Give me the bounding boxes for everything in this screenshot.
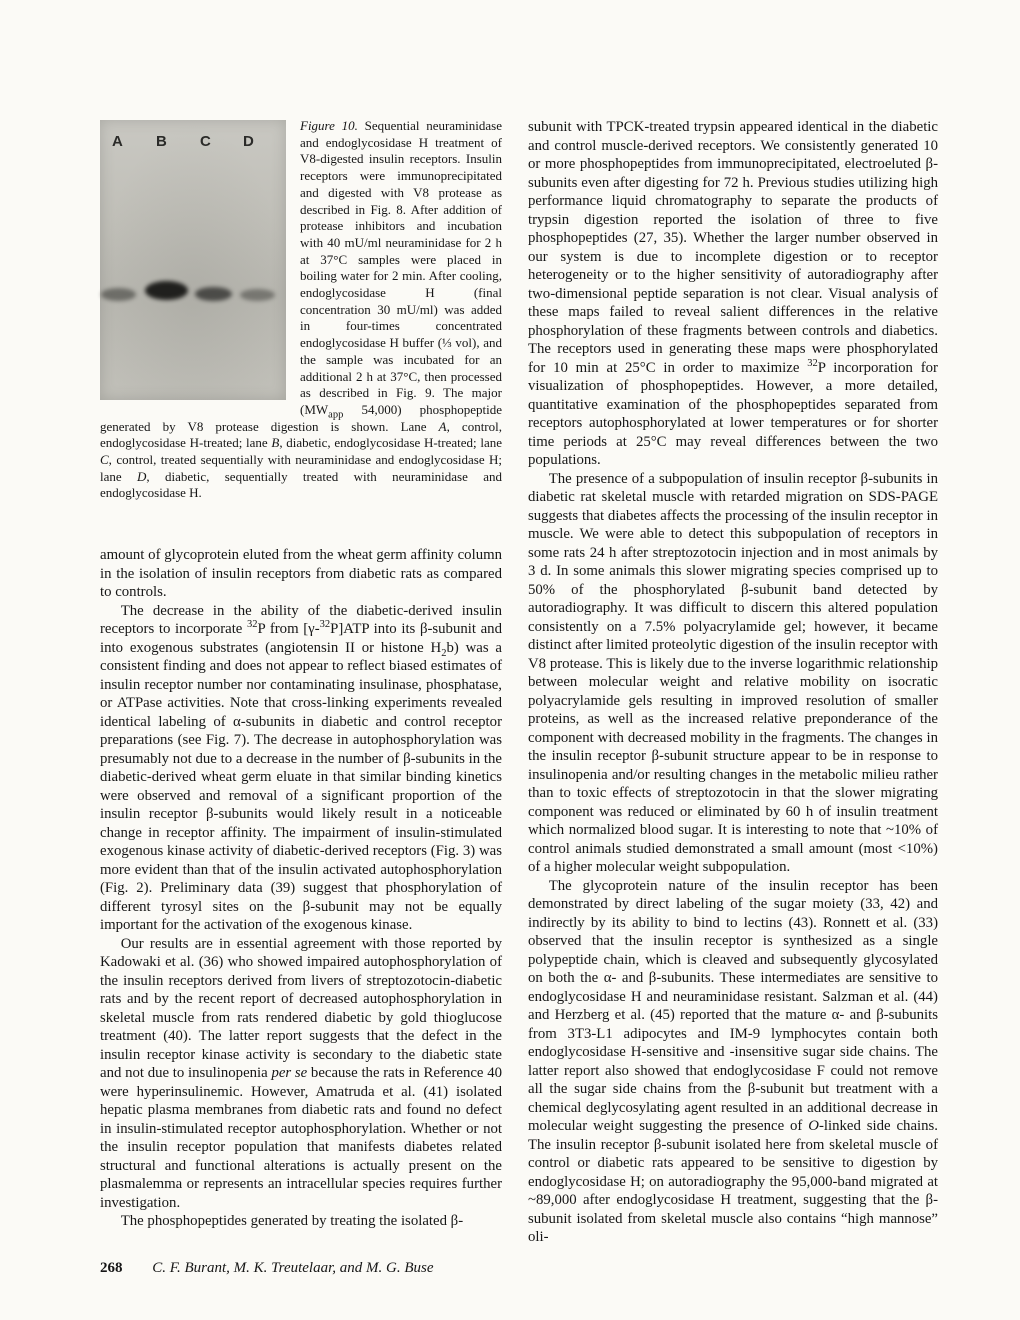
paragraph: The glycoprotein nature of the insulin receptor has been demonstrated by direct labeling of the sugar moiety (33, 42) and indirectly by its ability to bind to lectins (43). Ronnett et al. (33) observed that the insulin receptor is synthesized as a single polypeptide chain, which is cleaved and subsequently glycosylated on both the α- and β-subunits. These intermediates are sensitive to endoglycosidase H and neuraminidase resistant. Salzman et al. (44) and Herzberg et al. (45) reported that the mature α- and β-subunits from 3T3-L1 adipocytes and IM-9 lymphocytes contain both endoglycosidase H-sensitive and -insensitive sugar side chains. The latter report also showed that endoglycosidase F could not remove all the sugar side chains from the β-subunit but treatment with a chemical deglycosylating agent resulted in an additional decrease in molecular weight suggesting the presence of O-linked side chains. The insulin receptor β-subunit isolated here from skeletal muscle of control or diabetic rats appeared to be sensitive to digestion by endoglycosidase H; on autoradiography the 95,000-band migrated at ~89,000 after endoglycosidase H treatment, suggesting that the β-subunit isolated from skeletal muscle also contains “high mannose” oli- (528, 877, 938, 1245)
page-number: 268 (100, 1260, 123, 1276)
gel-band-lane-c (195, 287, 232, 301)
running-authors: C. F. Burant, M. K. Treutelaar, and M. G. Buse (152, 1260, 434, 1276)
gel-lane-label-c: C (200, 133, 211, 150)
paragraph: amount of glycoprotein eluted from the wheat germ affinity column in the isolation of insulin receptors from diabetic rats as compared to controls. (100, 547, 502, 601)
gel-lane-label-b: B (156, 133, 167, 150)
gel-lane-label-a: A (112, 133, 123, 150)
paragraph: Our results are in essential agreement with those reported by Kadowaki et al. (36) who showed impaired autophosphorylation of the insulin receptors derived from livers of streptozotocin-diabetic rats and by the recent report of decreased autophosphorylation in skeletal muscle from rats rendered diabetic by gold thioglucose treatment (40). The latter report suggests that the defect in the insulin receptor kinase activity is secondary to the diabetic state and not due to insulinopenia per se because the rats in Reference 40 were hyperinsulinemic. However, Amatruda et al. (41) isolated hepatic plasma membranes from diabetic rats and found no defect in insulin-stimulated receptor autophosphorylation. Whether or not the insulin receptor population that manifests diabetes related structural and functional alterations is actually present on the plasmalemma or represents an intracellular species requires further investigation. (100, 935, 503, 1211)
gel-band-lane-d (240, 289, 275, 301)
right-column (528, 118, 938, 1247)
figure-caption: Figure 10. Sequential neuraminidase and endoglycosidase H treatment of V8-digested insulin receptors. Insulin receptors were immunoprecipitated and digested with V8 protease as described in Fig. 8. After addition of protease inhibitors and incubation with 40 mU/ml neuraminidase for 2 h at 37°C samples were placed in boiling water for 2 min. After cooling, endoglycosidase H (final concentration 30 mU/ml) was added in four-times concentrated endoglycosidase H buffer (⅓ vol), and the sample was incubated for an additional 2 h at 37°C, then processed as described in Fig. 9. The major ($MW_{app}$ 54,000) phosphopeptide generated by V8 protease digestion is shown. Lane A, control, endoglycosidase H-treated; lane B, diabetic, endoglycosidase H-treated; lane C, control, treated sequentially with neuraminidase and endoglycosidase H; lane D, diabetic, sequentially treated with neuraminidase and endoglycosidase H. (100, 118, 503, 501)
two-column-layout (100, 118, 938, 1247)
figure-10-block (100, 118, 502, 502)
gel-lane-label-d: D (243, 133, 254, 150)
left-column-text (100, 546, 502, 1231)
page-footer (100, 1260, 434, 1277)
gel-band-lane-b (145, 281, 188, 300)
gel-autoradiograph-image (100, 120, 286, 400)
paragraph: subunit with TPCK-treated trypsin appeared identical in the diabetic and control muscle-derived receptors. We consistently generated 10 or more phosphopeptides from immunoprecipitated, electroeluted β-subunits even after digesting for 72 h. Previous studies utilizing high performance liquid chromatography to separate the products of trypsin digestion reported the isolation of three to five phosphopeptides (27, 35). Whether the larger number observed in our system is due to incomplete digestion or to receptor heterogeneity or to the higher sensitivity of autoradiography after two-dimensional peptide separation is not clear. Visual analysis of these maps failed to reveal salient differences in the relative phosphorylation of these fragments between controls and diabetics. The receptors used in generating these maps were phosphorylated for 10 min at 25°C in order to maximize $^{32}$P incorporation for visualization of phosphopeptides. However, a more detailed, quantitative examination of the phosphopeptides separated from receptors autophosphorylated at lower temperatures or for shorter time periods at 25°C may reveal differences between the two populations. (528, 119, 938, 468)
paragraph: The presence of a subpopulation of insulin receptor β-subunits in diabetic rat skeletal muscle with retarded migration on SDS-PAGE suggests that diabetes affects the processing of the insulin receptor in muscle. We were able to detect this subpopulation of receptors in some rats 24 h after streptozotocin injection and in most animals by 3 d. In some animals this slower migrating species comprised up to 50% of the phosphorylated β-subunit band detected by autoradiography. It was difficult to discern this altered population consistently on a 7.5% polyacrylamide gel; however, it became distinct after limited proteolytic digestion of the insulin receptor with V8 protease. This is likely due to the inverse logarithmic relationship between molecular weight and relative mobility on isocratic polyacrylamide gels resulting in improved resolution of smaller proteins, as well as the increased relative preponderance of the component with decreased mobility in the fragments. The changes in the insulin receptor β-subunit structure appear to be in response to insulinopenia and/or resulting changes in the metabolic milieu rather than to toxic effects of streptozotocin in that the slower migrating component was reduced or eliminated by 60 h of insulin treatment which normalized blood sugar. It is interesting to note that ~10% of control animals studied demonstrated a small amount (most <10%) of a higher molecular weight subpopulation. (528, 470, 938, 875)
left-column (100, 118, 502, 1247)
gel-band-lane-a (101, 288, 136, 301)
paragraph: The phosphopeptides generated by treating the isolated β- (120, 1213, 464, 1230)
paragraph: The decrease in the ability of the diabetic-derived insulin receptors to incorporate $^{32}$P from [γ-$^{32}$P]ATP into its β-subunit and into exogenous substrates (angiotensin II or histone $H_2b$) was a consistent finding and does not appear to reflect biased estimates of insulin receptor number nor contaminating insulinase, phosphatase, or ATPase activities. Note that cross-linking experiments revealed identical labeling of α-subunits in diabetic and control receptor preparations (see Fig. 7). The decrease in autophosphorylation was presumably not due to a decrease in the number of β-subunits in the diabetic-derived wheat germ eluate in that similar binding kinetics were observed and removal of a significant proportion of the insulin receptor β-subunits would likely result in a noticeable change in receptor affinity. The impairment of insulin-stimulated exogenous kinase activity of diabetic-derived receptors (Fig. 3) was more evident than that of the insulin activated autophosphorylation (Fig. 2). Preliminary data (39) suggest that phosphorylation of different tyrosyl sites on the β-subunit may not be equally important for the activation of the exogenous kinase. (100, 602, 502, 934)
